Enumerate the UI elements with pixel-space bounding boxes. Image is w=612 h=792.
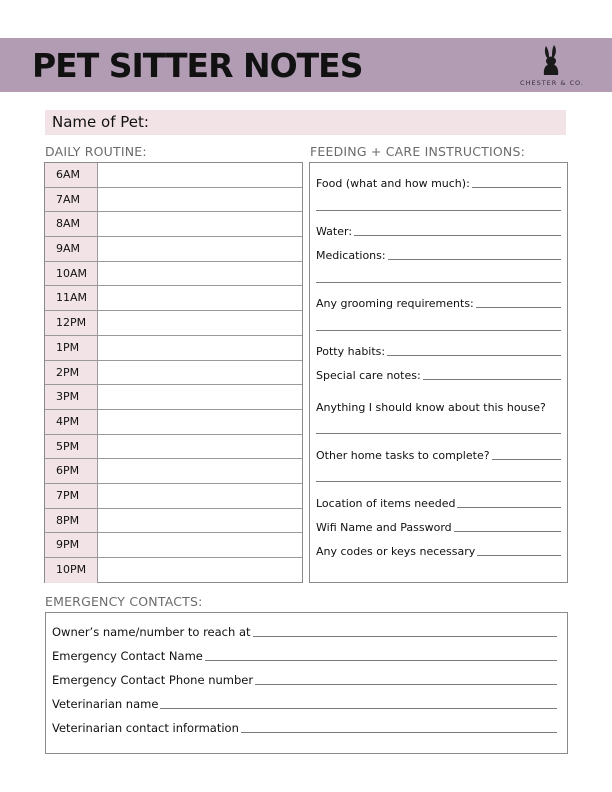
house-info-field[interactable] bbox=[316, 401, 561, 414]
write-line bbox=[387, 355, 561, 356]
time-label: 2PM bbox=[45, 361, 98, 385]
time-label: 12PM bbox=[45, 311, 98, 335]
medications-field[interactable] bbox=[316, 249, 561, 262]
vet-name-field[interactable] bbox=[52, 697, 557, 711]
routine-row bbox=[45, 385, 302, 410]
write-line[interactable] bbox=[316, 433, 561, 434]
emergency-contacts-box bbox=[45, 612, 568, 754]
bunny-icon bbox=[540, 44, 562, 76]
feeding-care-box bbox=[309, 162, 568, 583]
write-line bbox=[388, 259, 561, 260]
routine-row bbox=[45, 484, 302, 509]
routine-row bbox=[45, 336, 302, 361]
feeding-heading: FEEDING + CARE INSTRUCTIONS: bbox=[310, 144, 526, 159]
routine-note-cell[interactable] bbox=[98, 188, 302, 212]
write-line bbox=[423, 379, 561, 380]
field-label: Veterinarian name bbox=[52, 697, 159, 711]
daily-routine-table bbox=[44, 162, 303, 583]
routine-row bbox=[45, 286, 302, 311]
time-label: 1PM bbox=[45, 336, 98, 360]
emergency-contact-phone-field[interactable] bbox=[52, 673, 557, 687]
time-label: 7PM bbox=[45, 484, 98, 508]
routine-row bbox=[45, 533, 302, 558]
vet-contact-field[interactable] bbox=[52, 721, 557, 735]
time-label: 10AM bbox=[45, 262, 98, 286]
write-line bbox=[477, 555, 561, 556]
field-label: Potty habits: bbox=[316, 345, 386, 358]
emergency-contact-name-field[interactable] bbox=[52, 649, 557, 663]
routine-note-cell[interactable] bbox=[98, 336, 302, 360]
write-line bbox=[476, 307, 561, 308]
routine-note-cell[interactable] bbox=[98, 286, 302, 310]
routine-note-cell[interactable] bbox=[98, 484, 302, 508]
field-label: Location of items needed bbox=[316, 497, 456, 510]
routine-row bbox=[45, 558, 302, 583]
write-line bbox=[457, 507, 561, 508]
field-label: Owner’s name/number to reach at bbox=[52, 625, 251, 639]
time-label: 10PM bbox=[45, 558, 98, 583]
routine-note-cell[interactable] bbox=[98, 237, 302, 261]
routine-note-cell[interactable] bbox=[98, 385, 302, 409]
time-label: 9PM bbox=[45, 533, 98, 557]
page-title: PET SITTER NOTES bbox=[32, 46, 363, 85]
time-label: 3PM bbox=[45, 385, 98, 409]
routine-row bbox=[45, 459, 302, 484]
write-line[interactable] bbox=[316, 330, 561, 331]
routine-note-cell[interactable] bbox=[98, 163, 302, 187]
field-label: Special care notes: bbox=[316, 369, 421, 382]
write-line bbox=[253, 636, 558, 637]
write-line bbox=[492, 459, 561, 460]
routine-note-cell[interactable] bbox=[98, 212, 302, 236]
write-line[interactable] bbox=[316, 282, 561, 283]
routine-row bbox=[45, 262, 302, 287]
time-label: 8AM bbox=[45, 212, 98, 236]
pet-name-field[interactable]: Name of Pet: bbox=[45, 110, 566, 135]
brand-name: CHESTER & CO. bbox=[520, 79, 584, 87]
routine-row bbox=[45, 361, 302, 386]
field-label: Food (what and how much): bbox=[316, 177, 470, 190]
header-band bbox=[0, 38, 612, 92]
time-label: 9AM bbox=[45, 237, 98, 261]
write-line bbox=[241, 732, 557, 733]
codes-keys-field[interactable] bbox=[316, 545, 561, 558]
field-label: Emergency Contact Phone number bbox=[52, 673, 254, 687]
routine-note-cell[interactable] bbox=[98, 435, 302, 459]
time-label: 11AM bbox=[45, 286, 98, 310]
routine-note-cell[interactable] bbox=[98, 361, 302, 385]
write-line bbox=[205, 660, 557, 661]
time-label: 6AM bbox=[45, 163, 98, 187]
time-label: 4PM bbox=[45, 410, 98, 434]
time-label: 8PM bbox=[45, 509, 98, 533]
field-label: Emergency Contact Name bbox=[52, 649, 203, 663]
time-label: 5PM bbox=[45, 435, 98, 459]
field-label: Any grooming requirements: bbox=[316, 297, 474, 310]
water-field[interactable] bbox=[316, 225, 561, 238]
field-label: Medications: bbox=[316, 249, 386, 262]
routine-row bbox=[45, 311, 302, 336]
routine-note-cell[interactable] bbox=[98, 459, 302, 483]
field-label: Any codes or keys necessary bbox=[316, 545, 476, 558]
routine-row bbox=[45, 509, 302, 534]
time-label: 6PM bbox=[45, 459, 98, 483]
routine-row bbox=[45, 212, 302, 237]
field-label: Anything I should know about this house? bbox=[316, 401, 546, 414]
routine-row bbox=[45, 435, 302, 460]
write-line bbox=[354, 235, 561, 236]
routine-note-cell[interactable] bbox=[98, 558, 302, 583]
routine-note-cell[interactable] bbox=[98, 262, 302, 286]
write-line bbox=[160, 708, 557, 709]
field-label: Water: bbox=[316, 225, 353, 238]
owner-contact-field[interactable] bbox=[52, 625, 557, 639]
write-line bbox=[454, 531, 561, 532]
routine-row bbox=[45, 410, 302, 435]
routine-note-cell[interactable] bbox=[98, 410, 302, 434]
write-line[interactable] bbox=[316, 481, 561, 482]
routine-row bbox=[45, 163, 302, 188]
time-label: 7AM bbox=[45, 188, 98, 212]
emergency-contacts-heading: EMERGENCY CONTACTS: bbox=[45, 594, 203, 609]
potty-field[interactable] bbox=[316, 345, 561, 358]
write-line[interactable] bbox=[316, 210, 561, 211]
brand-logo bbox=[512, 42, 592, 90]
home-tasks-field[interactable] bbox=[316, 449, 561, 462]
write-line bbox=[255, 684, 557, 685]
food-field[interactable] bbox=[316, 177, 561, 190]
wifi-field[interactable] bbox=[316, 521, 561, 534]
routine-row bbox=[45, 188, 302, 213]
special-care-field[interactable] bbox=[316, 369, 561, 382]
field-label: Other home tasks to complete? bbox=[316, 449, 490, 462]
routine-note-cell[interactable] bbox=[98, 311, 302, 335]
write-line bbox=[472, 187, 561, 188]
items-location-field[interactable] bbox=[316, 497, 561, 510]
field-label: Wifi Name and Password bbox=[316, 521, 452, 534]
grooming-field[interactable] bbox=[316, 297, 561, 310]
routine-note-cell[interactable] bbox=[98, 509, 302, 533]
daily-routine-heading: DAILY ROUTINE: bbox=[45, 144, 147, 159]
routine-note-cell[interactable] bbox=[98, 533, 302, 557]
routine-row bbox=[45, 237, 302, 262]
field-label: Veterinarian contact information bbox=[52, 721, 239, 735]
